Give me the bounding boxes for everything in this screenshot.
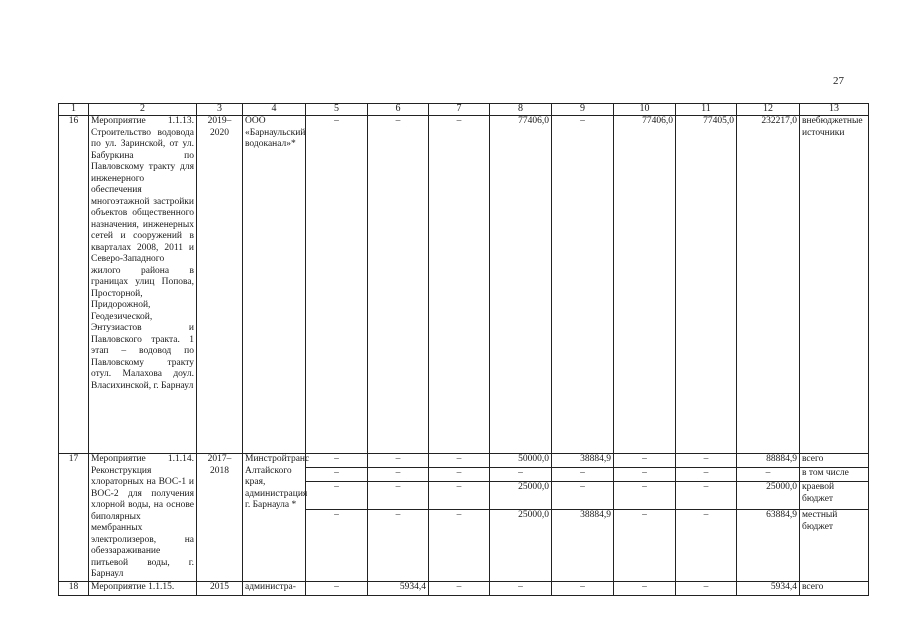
cell-value: – xyxy=(368,454,429,468)
cell-value: – xyxy=(490,582,552,596)
table-row xyxy=(59,582,869,596)
cell-value: 88884,9 xyxy=(737,454,800,468)
cell-value: 50000,0 xyxy=(490,454,552,468)
funding-source: местный бюджет xyxy=(800,510,869,582)
cell-value: – xyxy=(429,482,490,510)
cell-value: – xyxy=(429,468,490,482)
column-header: 12 xyxy=(737,104,800,116)
column-header: 1 xyxy=(59,104,89,116)
cell-value: – xyxy=(368,468,429,482)
row-number: 18 xyxy=(59,582,89,596)
cell-value: 38884,9 xyxy=(552,454,614,468)
column-header: 5 xyxy=(306,104,368,116)
cell-value: – xyxy=(306,482,368,510)
table-row xyxy=(59,116,869,454)
cell-value: 77406,0 xyxy=(614,116,676,454)
activity-years: 2019–2020 xyxy=(197,116,243,454)
column-header: 13 xyxy=(800,104,869,116)
activity-years: 2015 xyxy=(197,582,243,596)
cell-value: – xyxy=(306,116,368,454)
cell-value: – xyxy=(676,468,737,482)
column-header: 8 xyxy=(490,104,552,116)
cell-value: – xyxy=(676,510,737,582)
cell-value: – xyxy=(429,454,490,468)
funding-source: внебюджетные источники xyxy=(800,116,869,454)
activity-years: 2017–2018 xyxy=(197,454,243,582)
cell-value: – xyxy=(306,582,368,596)
column-header: 11 xyxy=(676,104,737,116)
cell-value: – xyxy=(676,454,737,468)
activity-executor: Минстройтранс Алтайского края, администрация г. Барнаула * xyxy=(243,454,306,582)
column-header: 2 xyxy=(89,104,197,116)
cell-value: 5934,4 xyxy=(368,582,429,596)
funding-source: краевой бюджет xyxy=(800,482,869,510)
cell-value: – xyxy=(306,454,368,468)
cell-value: – xyxy=(552,582,614,596)
column-header: 7 xyxy=(429,104,490,116)
activity-name: Мероприятие 1.1.13. Строительство водовода по ул. Заринской, от ул. Бабуркина по Павловскому тракту для инженерного обеспечения многоэтажной застройки объектов общественного назначения, инженерных сетей и сооружений в кварталах 2008, 2011 и Северо-Западного жилого района в границах улиц Попова, Просторной, Придорожной, Геодезической, Энтузиастов и Павловского тракта. 1 этап – водовод по Павловскому тракту отул. Малахова доул. Власихинской, г. Барнаул xyxy=(89,116,197,454)
cell-value: 25000,0 xyxy=(490,482,552,510)
cell-value: – xyxy=(614,510,676,582)
cell-value: – xyxy=(614,582,676,596)
cell-value: – xyxy=(306,510,368,582)
cell-value: – xyxy=(614,468,676,482)
cell-value: – xyxy=(676,482,737,510)
cell-value: – xyxy=(429,582,490,596)
cell-value: – xyxy=(676,582,737,596)
header-row xyxy=(59,104,869,116)
cell-value: – xyxy=(614,454,676,468)
cell-value: – xyxy=(737,468,800,482)
cell-value: 25000,0 xyxy=(737,482,800,510)
cell-value: 25000,0 xyxy=(490,510,552,582)
activity-name: Мероприятие 1.1.15. xyxy=(89,582,197,596)
activity-executor: администра- xyxy=(243,582,306,596)
cell-value: 232217,0 xyxy=(737,116,800,454)
column-header: 4 xyxy=(243,104,306,116)
cell-value: 63884,9 xyxy=(737,510,800,582)
cell-value: – xyxy=(614,482,676,510)
column-header: 6 xyxy=(368,104,429,116)
cell-value: 38884,9 xyxy=(552,510,614,582)
page-number: 27 xyxy=(833,75,844,87)
cell-value: – xyxy=(552,116,614,454)
cell-value: – xyxy=(368,116,429,454)
funding-source: в том числе xyxy=(800,468,869,482)
cell-value: – xyxy=(552,482,614,510)
table-row xyxy=(59,454,869,468)
column-header: 10 xyxy=(614,104,676,116)
cell-value: – xyxy=(306,468,368,482)
row-number: 17 xyxy=(59,454,89,582)
program-activities-table xyxy=(58,103,869,596)
activity-executor: ООО «Барнаульский водоканал»* xyxy=(243,116,306,454)
cell-value: – xyxy=(552,468,614,482)
row-number: 16 xyxy=(59,116,89,454)
column-header: 9 xyxy=(552,104,614,116)
funding-source: всего xyxy=(800,454,869,468)
column-header: 3 xyxy=(197,104,243,116)
cell-value: 77406,0 xyxy=(490,116,552,454)
cell-value: 77405,0 xyxy=(676,116,737,454)
cell-value: – xyxy=(429,510,490,582)
cell-value: – xyxy=(490,468,552,482)
funding-source: всего xyxy=(800,582,869,596)
cell-value: – xyxy=(429,116,490,454)
activity-name: Мероприятие 1.1.14. Реконструкция хлораторных на ВОС-1 и ВОС-2 для получения хлорной воды, на основе биполярных мембранных электролизеров, на обеззараживание питьевой воды, г. Барнаул xyxy=(89,454,197,582)
cell-value: 5934,4 xyxy=(737,582,800,596)
cell-value: – xyxy=(368,510,429,582)
cell-value: – xyxy=(368,482,429,510)
